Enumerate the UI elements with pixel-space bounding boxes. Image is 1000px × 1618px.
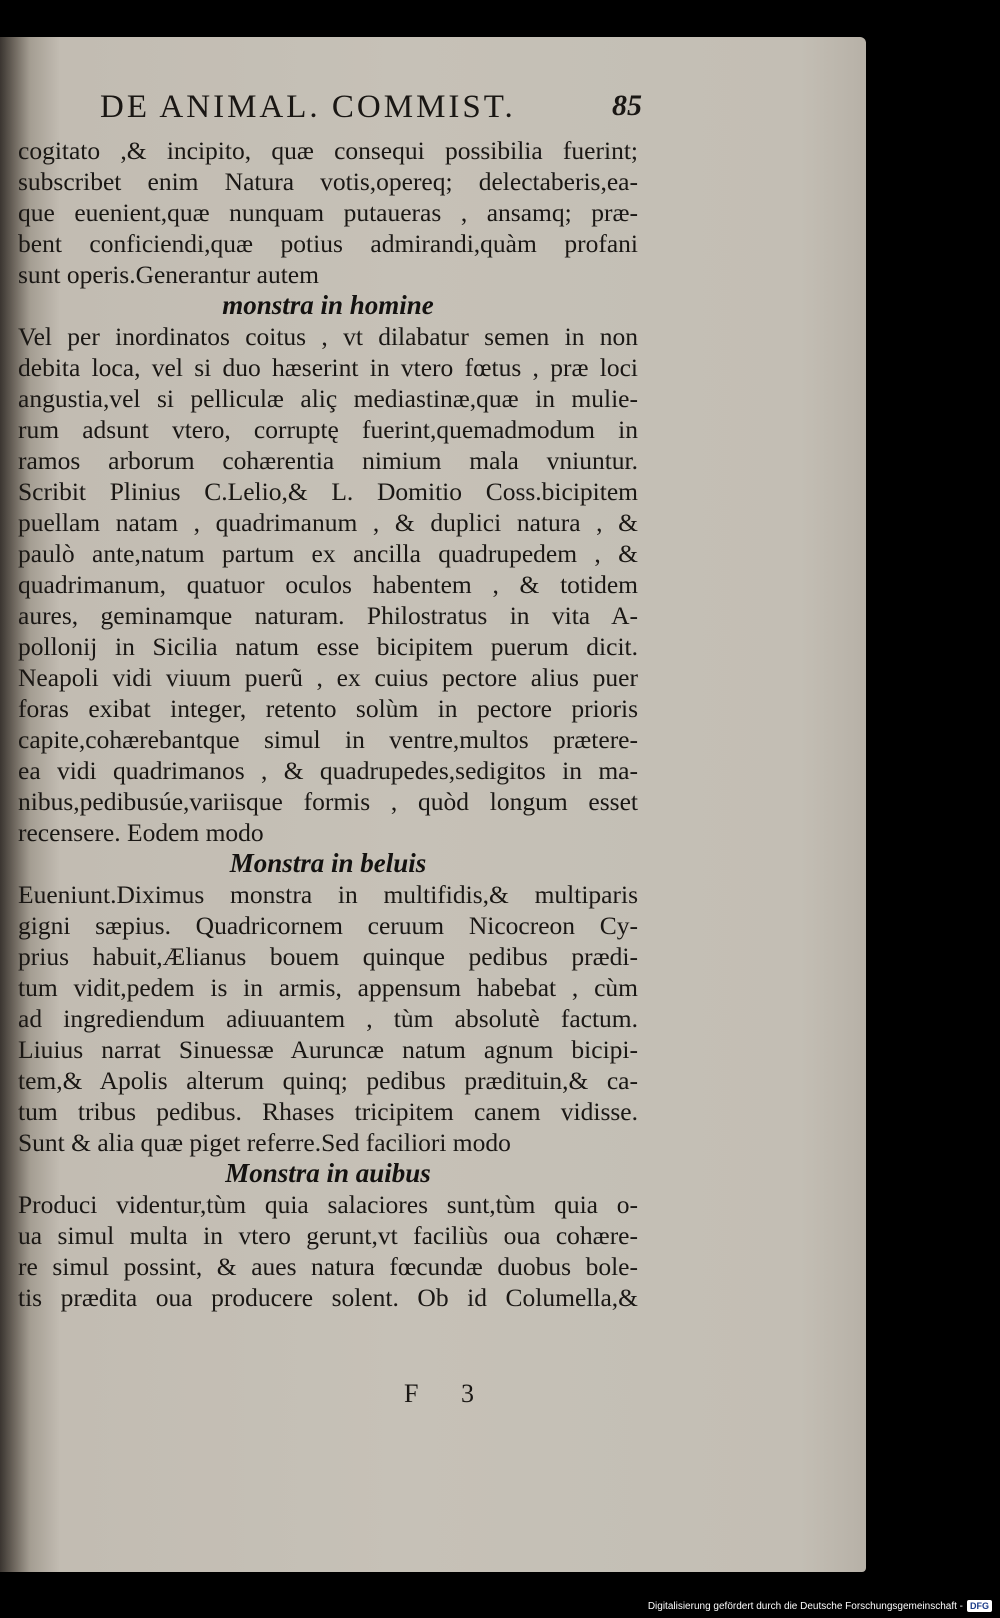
text-line: aures, geminamque naturam. Philostratus in vita A- bbox=[18, 601, 638, 630]
text-line: ramos arborum cohærentia nimium mala vniuntur. bbox=[18, 446, 638, 475]
text-line: pollonij in Sicilia natum esse bicipitem puerum dicit. bbox=[18, 632, 638, 661]
text-line: sunt operis.Generantur autem bbox=[18, 260, 319, 289]
book-page bbox=[0, 37, 866, 1572]
text-block bbox=[18, 135, 638, 1313]
text-line: debita loca, vel si duo hæserint in vtero fœtus , præ loci bbox=[18, 353, 638, 382]
text-line: paulò ante,natum partum ex ancilla quadrupedem , & bbox=[18, 539, 638, 568]
text-line: angustia,vel si pelliculæ aliç mediastinæ,quæ in mulie- bbox=[18, 384, 638, 413]
text-line: gigni sæpius. Quadricornem ceruum Nicocreon Cy- bbox=[18, 911, 638, 940]
running-title: DE ANIMAL. COMMIST. bbox=[100, 89, 516, 125]
signature-mark: F 3 bbox=[404, 1379, 492, 1408]
text-line: Produci videntur,tùm quia salaciores sunt,tùm quia o- bbox=[18, 1190, 638, 1219]
digitization-credit bbox=[648, 1600, 992, 1612]
text-line: capite,cohærebantque simul in ventre,multos prætere- bbox=[18, 725, 638, 754]
text-line: subscribet enim Natura votis,opereq; delectaberis,ea- bbox=[18, 167, 638, 196]
text-line: tum tribus pedibus. Rhases tricipitem canem vidisse. bbox=[18, 1097, 638, 1126]
page-number: 85 bbox=[612, 89, 642, 122]
page-header bbox=[0, 89, 866, 133]
text-line: Eueniunt.Diximus monstra in multifidis,& multiparis bbox=[18, 880, 638, 909]
section-heading: Monstra in auibus bbox=[225, 1158, 431, 1188]
text-line: re simul possint, & aues natura fœcundæ duobus bole- bbox=[18, 1252, 638, 1281]
text-line: cogitato ,& incipito, quæ consequi possibilia fuerint; bbox=[18, 136, 638, 165]
dfg-logo: DFG bbox=[967, 1600, 992, 1612]
text-line: tis prædita oua producere solent. Ob id Columella,& bbox=[18, 1283, 638, 1312]
section-heading: monstra in homine bbox=[222, 290, 434, 320]
text-line: rum adsunt vtero, corruptę fuerint,quemadmodum in bbox=[18, 415, 638, 444]
text-line: Neapoli vidi viuum puerũ , ex cuius pectore alius puer bbox=[18, 663, 638, 692]
text-line: que euenient,quæ nunquam putaueras , ansamq; præ- bbox=[18, 198, 638, 227]
text-line: Liuius narrat Sinuessæ Auruncæ natum agnum bicipi- bbox=[18, 1035, 638, 1064]
credit-text: Digitalisierung gefördert durch die Deutsche Forschungsgemeinschaft - bbox=[647, 1600, 963, 1612]
text-line: tem,& Apolis alterum quinq; pedibus prædituin,& ca- bbox=[18, 1066, 638, 1095]
text-line: nibus,pedibusúe,variisque formis , quòd longum esset bbox=[18, 787, 638, 816]
text-line: puellam natam , quadrimanum , & duplici natura , & bbox=[18, 508, 638, 537]
section-heading: Monstra in beluis bbox=[229, 848, 427, 878]
text-line: ua simul multa in vtero gerunt,vt faciliùs oua cohære- bbox=[18, 1221, 638, 1250]
text-line: Sunt & alia quæ piget referre.Sed faciliori modo bbox=[18, 1128, 511, 1157]
text-line: Vel per inordinatos coitus , vt dilabatur semen in non bbox=[18, 322, 638, 351]
text-line: bent conficiendi,quæ potius admirandi,quàm profani bbox=[18, 229, 638, 258]
text-line: recensere. Eodem modo bbox=[18, 818, 264, 847]
text-line: ad ingrediendum adiuuantem , tùm absolutè factum. bbox=[18, 1004, 638, 1033]
text-line: foras exibat integer, retento solùm in pectore prioris bbox=[18, 694, 638, 723]
text-line: quadrimanum, quatuor oculos habentem , & totidem bbox=[18, 570, 638, 599]
text-line: ea vidi quadrimanos , & quadrupedes,sedigitos in ma- bbox=[18, 756, 638, 785]
text-line: Scribit Plinius C.Lelio,& L. Domitio Coss.bicipitem bbox=[18, 477, 638, 506]
text-line: prius habuit,Ælianus bouem quinque pedibus prædi- bbox=[18, 942, 638, 971]
text-line: tum vidit,pedem is in armis, appensum habebat , cùm bbox=[18, 973, 638, 1002]
